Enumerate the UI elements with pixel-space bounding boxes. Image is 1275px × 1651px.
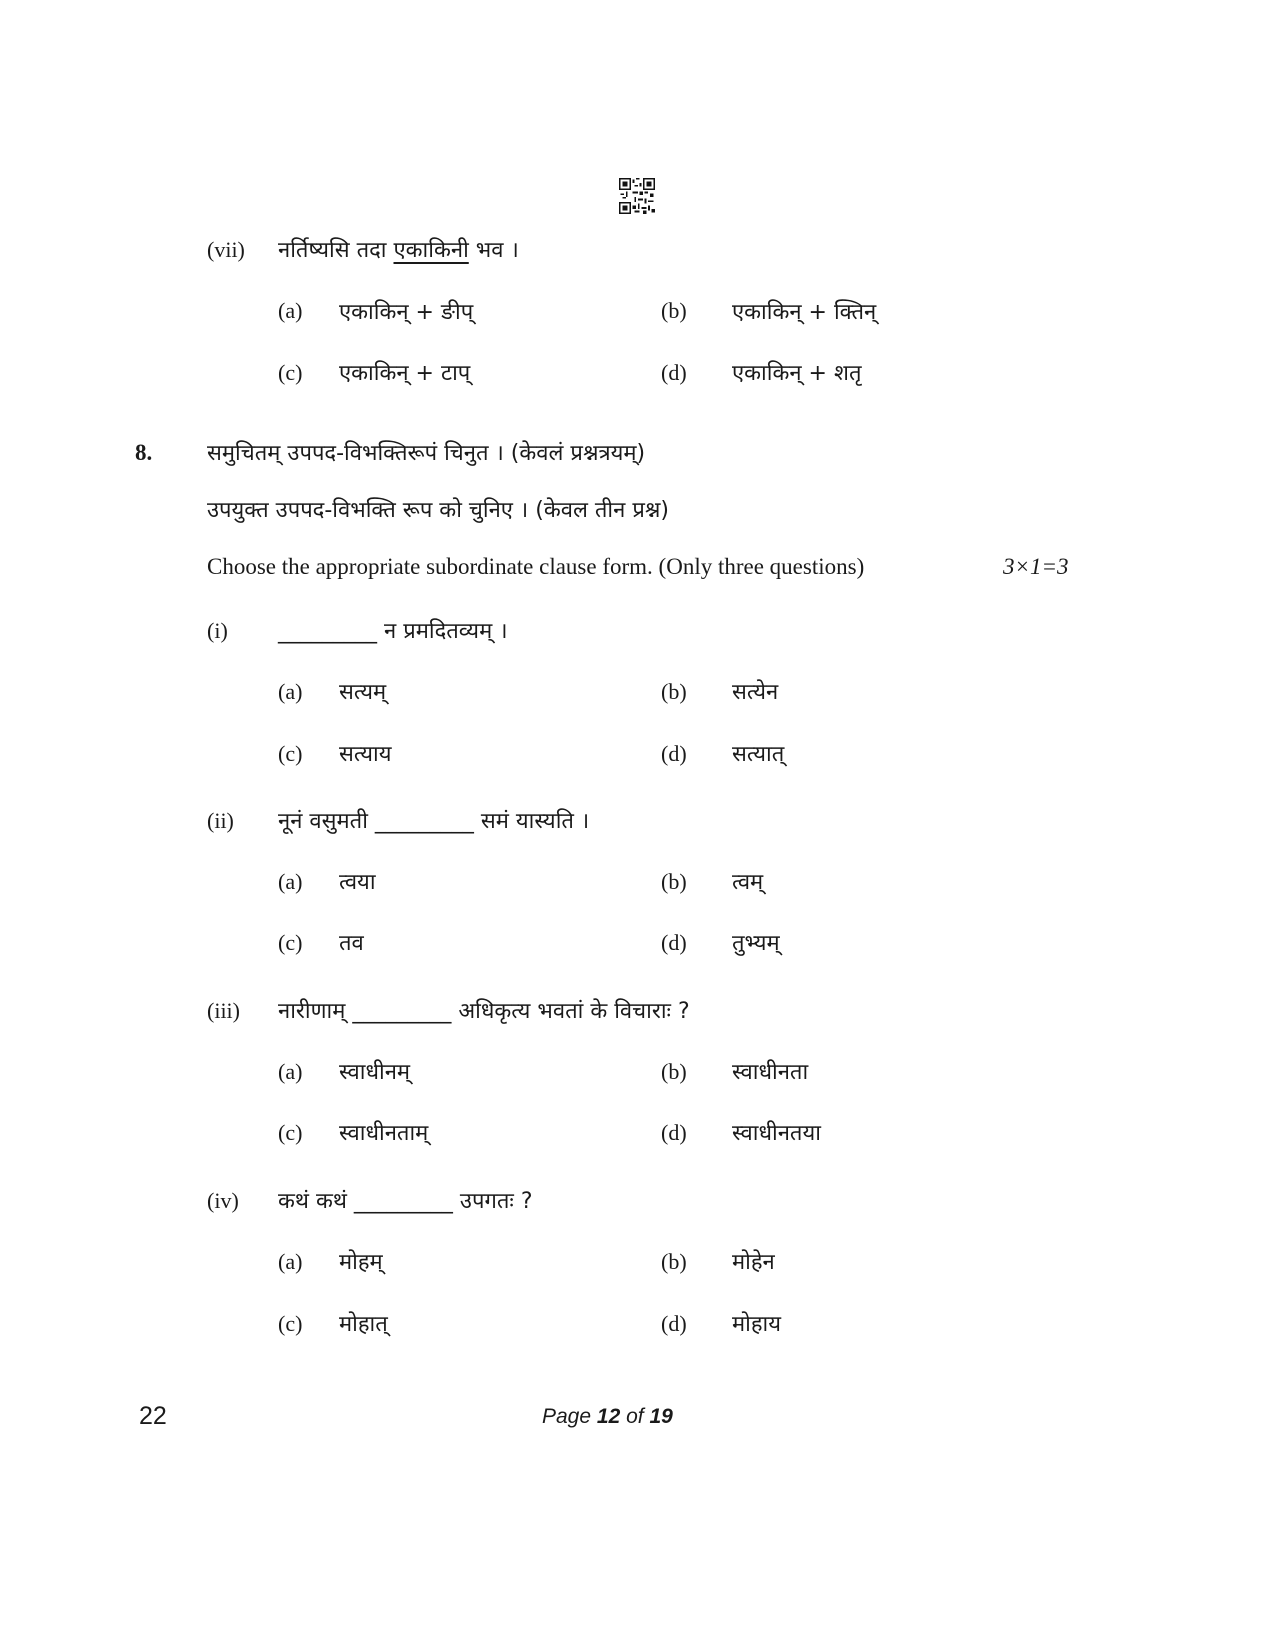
q8-iv-blank: _________ xyxy=(353,1189,453,1214)
q7-vii-question xyxy=(278,234,519,264)
page-current: 12 xyxy=(596,1405,621,1428)
q8-iv-option-d-text: मोहाय xyxy=(732,1312,781,1337)
q8-i-option-d-label: (d) xyxy=(661,741,687,766)
q8-iv-option-b-label: (b) xyxy=(661,1249,687,1274)
q8-iii-option-a-text: स्वाधीनम् xyxy=(339,1060,411,1085)
q7-vii-underlined-word: एकाकिनी xyxy=(393,238,469,263)
q8-iii-option-b-text: स्वाधीनता xyxy=(732,1060,809,1085)
q8-iv-option-c-label: (c) xyxy=(278,1311,303,1336)
page-indicator xyxy=(542,1405,673,1429)
q8-iii-option-c-label: (c) xyxy=(278,1120,303,1145)
q8-i-number: (i) xyxy=(207,618,228,643)
q7-vii-number: (vii) xyxy=(207,237,245,262)
q8-marks: 3×1=3 xyxy=(1003,554,1069,579)
q8-iii-number: (iii) xyxy=(207,998,240,1023)
q7-vii-text-after: भव । xyxy=(468,238,519,263)
q8-iii-text-after: अधिकृत्य भवतां के विचाराः ? xyxy=(451,999,690,1024)
page-total: 19 xyxy=(649,1405,673,1428)
q8-iii-question xyxy=(278,995,690,1025)
q8-ii-text-after: समं यास्यति । xyxy=(473,809,590,834)
q8-iv-option-c-text: मोहात् xyxy=(339,1312,388,1337)
q8-i-option-a-label: (a) xyxy=(278,679,303,704)
q8-ii-option-d-label: (d) xyxy=(661,930,687,955)
q8-i-option-a-text: सत्यम् xyxy=(339,680,387,705)
q8-iii-option-d-text: स्वाधीनतया xyxy=(732,1121,821,1146)
q8-iv-text-before: कथं कथं xyxy=(278,1189,354,1214)
q8-iv-option-a-text: मोहम् xyxy=(339,1250,383,1275)
q8-ii-option-c-label: (c) xyxy=(278,930,303,955)
q8-ii-question xyxy=(278,805,589,835)
q8-iii-option-d-label: (d) xyxy=(661,1120,687,1145)
q8-iv-text-after: उपगतः ? xyxy=(452,1189,533,1214)
q8-i-option-b-label: (b) xyxy=(661,679,687,704)
q8-iii-option-b-label: (b) xyxy=(661,1059,687,1084)
q8-iii-blank: _________ xyxy=(352,999,452,1024)
q8-instruction-sanskrit: समुचितम् उपपद-विभक्तिरूपं चिनुत । (केवलं प्रश्नत्रयम्) xyxy=(207,441,646,466)
q8-i-question xyxy=(278,615,508,645)
q8-ii-option-b-text: त्वम् xyxy=(732,870,764,895)
q7-vii-option-c-text: एकाकिन् + टाप् xyxy=(339,361,471,386)
q8-instruction-english: Choose the appropriate subordinate clause form. (Only three questions) xyxy=(207,554,865,579)
q8-i-blank: _________ xyxy=(278,619,377,644)
q8-ii-option-d-text: तुभ्यम् xyxy=(732,931,780,956)
q7-vii-option-d-label: (d) xyxy=(661,360,687,385)
q8-ii-text-before: नूनं वसुमती xyxy=(278,809,375,834)
q7-vii-option-b-label: (b) xyxy=(661,298,687,323)
q8-instruction-hindi: उपयुक्त उपपद-विभक्ति रूप को चुनिए । (केवल तीन प्रश्न) xyxy=(207,498,669,523)
qr-code-icon xyxy=(619,178,655,214)
q8-ii-option-c-text: तव xyxy=(339,931,364,956)
q8-i-option-b-text: सत्येन xyxy=(732,680,779,705)
paper-code: 22 xyxy=(139,1402,167,1430)
q7-vii-text-before: नर्तिष्यसि तदा xyxy=(278,238,394,263)
q8-iv-option-a-label: (a) xyxy=(278,1249,303,1274)
q8-ii-number: (ii) xyxy=(207,808,234,833)
q8-i-option-c-label: (c) xyxy=(278,741,303,766)
q8-ii-option-b-label: (b) xyxy=(661,869,687,894)
q8-i-option-c-text: सत्याय xyxy=(339,742,392,767)
q8-iv-question xyxy=(278,1185,533,1215)
page-word: Page xyxy=(542,1405,592,1428)
q7-vii-option-c-label: (c) xyxy=(278,360,303,385)
q8-iii-text-before: नारीणाम् xyxy=(278,999,353,1024)
q8-number: 8. xyxy=(135,440,153,465)
q7-vii-option-a-text: एकाकिन् + ङीप् xyxy=(339,300,474,325)
q8-iv-number: (iv) xyxy=(207,1188,239,1213)
q7-vii-option-b-text: एकाकिन् + क्तिन् xyxy=(732,300,877,325)
q8-i-text: न प्रमदितव्यम् । xyxy=(377,619,508,644)
q7-vii-option-a-label: (a) xyxy=(278,298,303,323)
q8-ii-option-a-label: (a) xyxy=(278,869,303,894)
page-of: of xyxy=(626,1405,644,1428)
q8-iv-option-b-text: मोहेन xyxy=(732,1250,775,1275)
q8-iv-option-d-label: (d) xyxy=(661,1311,687,1336)
q8-iii-option-a-label: (a) xyxy=(278,1059,303,1084)
q8-iii-option-c-text: स्वाधीनताम् xyxy=(339,1121,429,1146)
q7-vii-option-d-text: एकाकिन् + शतृ xyxy=(732,361,862,386)
q8-ii-blank: _________ xyxy=(374,809,474,834)
q8-i-option-d-text: सत्यात् xyxy=(732,742,785,767)
q8-ii-option-a-text: त्वया xyxy=(339,870,376,895)
